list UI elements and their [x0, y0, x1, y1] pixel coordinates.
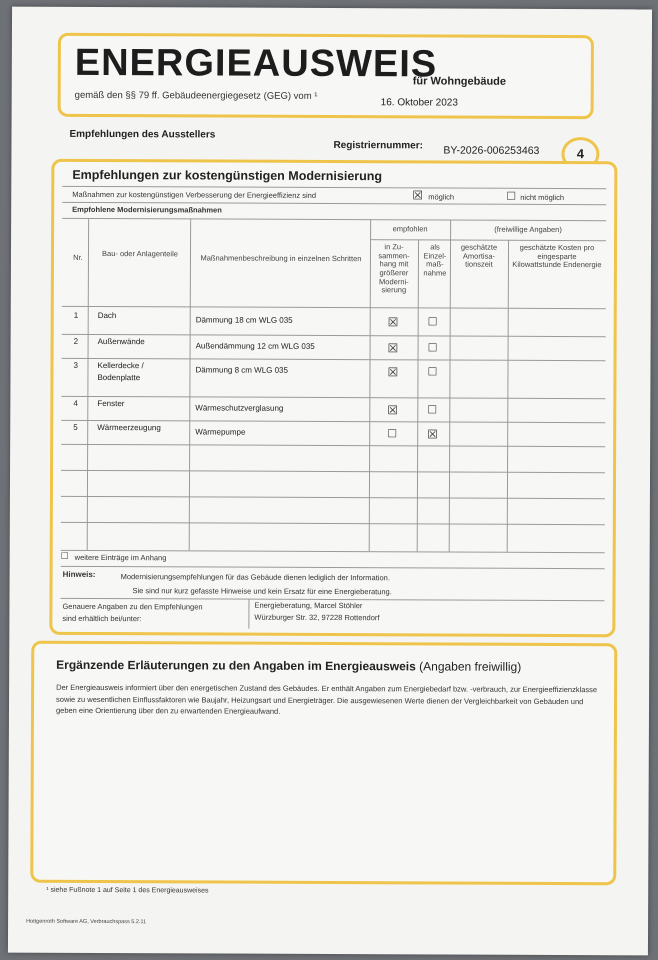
table-col-line [507, 240, 509, 552]
section-label: Empfehlungen des Ausstellers [69, 128, 216, 141]
table-col-line [189, 218, 191, 550]
row-4-component: Fenster [97, 398, 125, 409]
table-col-line [248, 599, 249, 629]
details-label-2: sind erhältlich bei/unter: [62, 613, 142, 624]
explanations-box [30, 641, 617, 886]
document-title: ENERGIEAUSWEIS [74, 41, 438, 86]
row-5-component: Wärmeerzeugung [97, 422, 161, 433]
divider [62, 218, 606, 221]
measures-subheading: Empfohlene Modernisierungsmaßnahmen [72, 204, 222, 215]
measures-question: Maßnahmen zur kostengünstigen Verbesserung der Energieeffizienz sind [72, 189, 317, 200]
footnote: ¹ siehe Fußnote 1 auf Seite 1 des Energieausweises [46, 886, 209, 895]
row-2-nr: 2 [73, 336, 79, 346]
header-box [58, 33, 594, 119]
row-1-component: Dach [97, 310, 117, 321]
contact-line-1: Energieberatung, Marcel Stöhler [254, 600, 363, 611]
col-component-header: Bau- oder Anlagenteile [102, 249, 178, 259]
row-4-nr: 4 [73, 398, 78, 408]
divider [61, 470, 605, 473]
table-col-line [417, 239, 419, 551]
row-5-combo-checkbox[interactable]: ☐ [387, 428, 398, 441]
hint-line-2: Sie sind nur kurz gefasste Hinweise und kein Ersatz für eine Energieberatung. [132, 586, 392, 597]
row-1-single-checkbox[interactable]: ☐ [427, 316, 438, 329]
explanations-title [56, 658, 521, 674]
row-5-single-checkbox[interactable]: ☒ [427, 427, 439, 442]
divider [61, 496, 605, 499]
row-1-combo-checkbox[interactable]: ☒ [387, 315, 399, 330]
col-recommended-header: empfohlen [392, 224, 428, 234]
recommendations-box [49, 159, 617, 637]
divider [61, 396, 605, 399]
software-footer: Hottgenroth Software AG, Verbrauchspass 5.2.11 [26, 918, 147, 926]
hint-line-1: Modernisierungsempfehlungen für das Gebäude dienen lediglich der Information. [120, 572, 390, 583]
col-payback-header: geschätzte Amortisa-tionszeit [460, 242, 498, 269]
divider [62, 306, 606, 309]
row-1-nr: 1 [73, 310, 79, 320]
document-page [8, 7, 652, 956]
row-2-single-checkbox[interactable]: ☐ [427, 342, 438, 355]
page-number-badge: 4 [561, 137, 599, 171]
col-cost-header: geschätzte Kosten pro eingesparte Kilowattstunde Endenergie [512, 242, 602, 270]
not-possible-label: nicht möglich [520, 192, 565, 203]
more-entries-label: weitere Einträge im Anhang [74, 552, 167, 563]
possible-label: möglich [428, 192, 455, 202]
possible-checkbox[interactable]: ☒ [412, 188, 424, 203]
row-2-description: Außendämmung 12 cm WLG 035 [195, 341, 315, 351]
col-combination-header: in Zu-sammen-hang mit größerer Moderni-sierung [378, 242, 410, 295]
row-2-component: Außenwände [97, 336, 145, 347]
registration-number: BY-2026-006253463 [443, 144, 540, 157]
building-type: für Wohngebäude [412, 75, 507, 88]
col-single-header: als Einzel-maß-nahme [423, 242, 447, 278]
row-1-description: Dämmung 18 cm WLG 035 [195, 315, 293, 325]
divider [450, 240, 606, 242]
registration-label: Registriernummer: [333, 140, 423, 152]
col-optional-header: (freiwillige Angaben) [494, 224, 562, 235]
col-nr-header: Nr. [73, 252, 83, 262]
row-4-combo-checkbox[interactable]: ☒ [387, 403, 399, 418]
divider [61, 444, 605, 447]
not-possible-checkbox[interactable]: ☐ [506, 190, 517, 203]
divider [370, 239, 452, 240]
row-3-single-checkbox[interactable]: ☐ [427, 366, 438, 379]
col-description-header: Maßnahmenbeschreibung in einzelnen Schritten [200, 253, 362, 264]
row-5-nr: 5 [73, 422, 78, 432]
details-label-1: Genauere Angaben zu den Empfehlungen [62, 601, 203, 612]
row-4-single-checkbox[interactable]: ☐ [427, 404, 438, 417]
contact-line-2: Würzburger Str. 32, 97228 Rottendorf [254, 612, 380, 623]
row-2-combo-checkbox[interactable]: ☒ [387, 341, 399, 356]
explanations-text: Der Energieausweis informiert über den energetischen Zustand des Gebäudes. Er enthält Angaben zum Energiebedarf bzw. -verbrauch, zur Energieeffizienzklasse sowie zu wesentlichen Einflussfaktoren wie Baujahr, Heizungsart und Energieträger. Die ausgewiesenen Werte dienen der Vergleichbarkeit von Gebäuden und geben eine Orientierung über den zu erwartenden Energieaufwand. [55, 682, 598, 717]
row-3-nr: 3 [73, 360, 78, 370]
recommendations-title: Empfehlungen zur kostengünstigen Modernisierung [72, 167, 383, 184]
table-col-line [369, 219, 371, 551]
legal-basis: gemäß den §§ 79 ff. Gebäudeenergiegesetz (GEG) vom ¹ [74, 89, 318, 102]
legal-basis-date: 16. Oktober 2023 [380, 97, 458, 109]
row-5-description: Wärmepumpe [195, 427, 246, 437]
explanations-optional: (Angaben freiwillig) [419, 659, 522, 674]
divider [61, 522, 605, 525]
row-4-description: Wärmeschutzverglasung [195, 403, 284, 413]
more-entries-checkbox[interactable]: ☐ [60, 550, 69, 561]
explanations-title-text: Ergänzende Erläuterungen zu den Angaben im Energieausweis [56, 657, 416, 674]
row-3-description: Dämmung 8 cm WLG 035 [195, 365, 288, 375]
hint-label: Hinweis: [62, 569, 96, 579]
divider [61, 566, 605, 569]
table-col-line [87, 218, 89, 550]
divider [62, 186, 606, 189]
row-3-combo-checkbox[interactable]: ☒ [387, 365, 399, 380]
row-3-component: Kellerdecke / Bodenplatte [97, 360, 144, 383]
